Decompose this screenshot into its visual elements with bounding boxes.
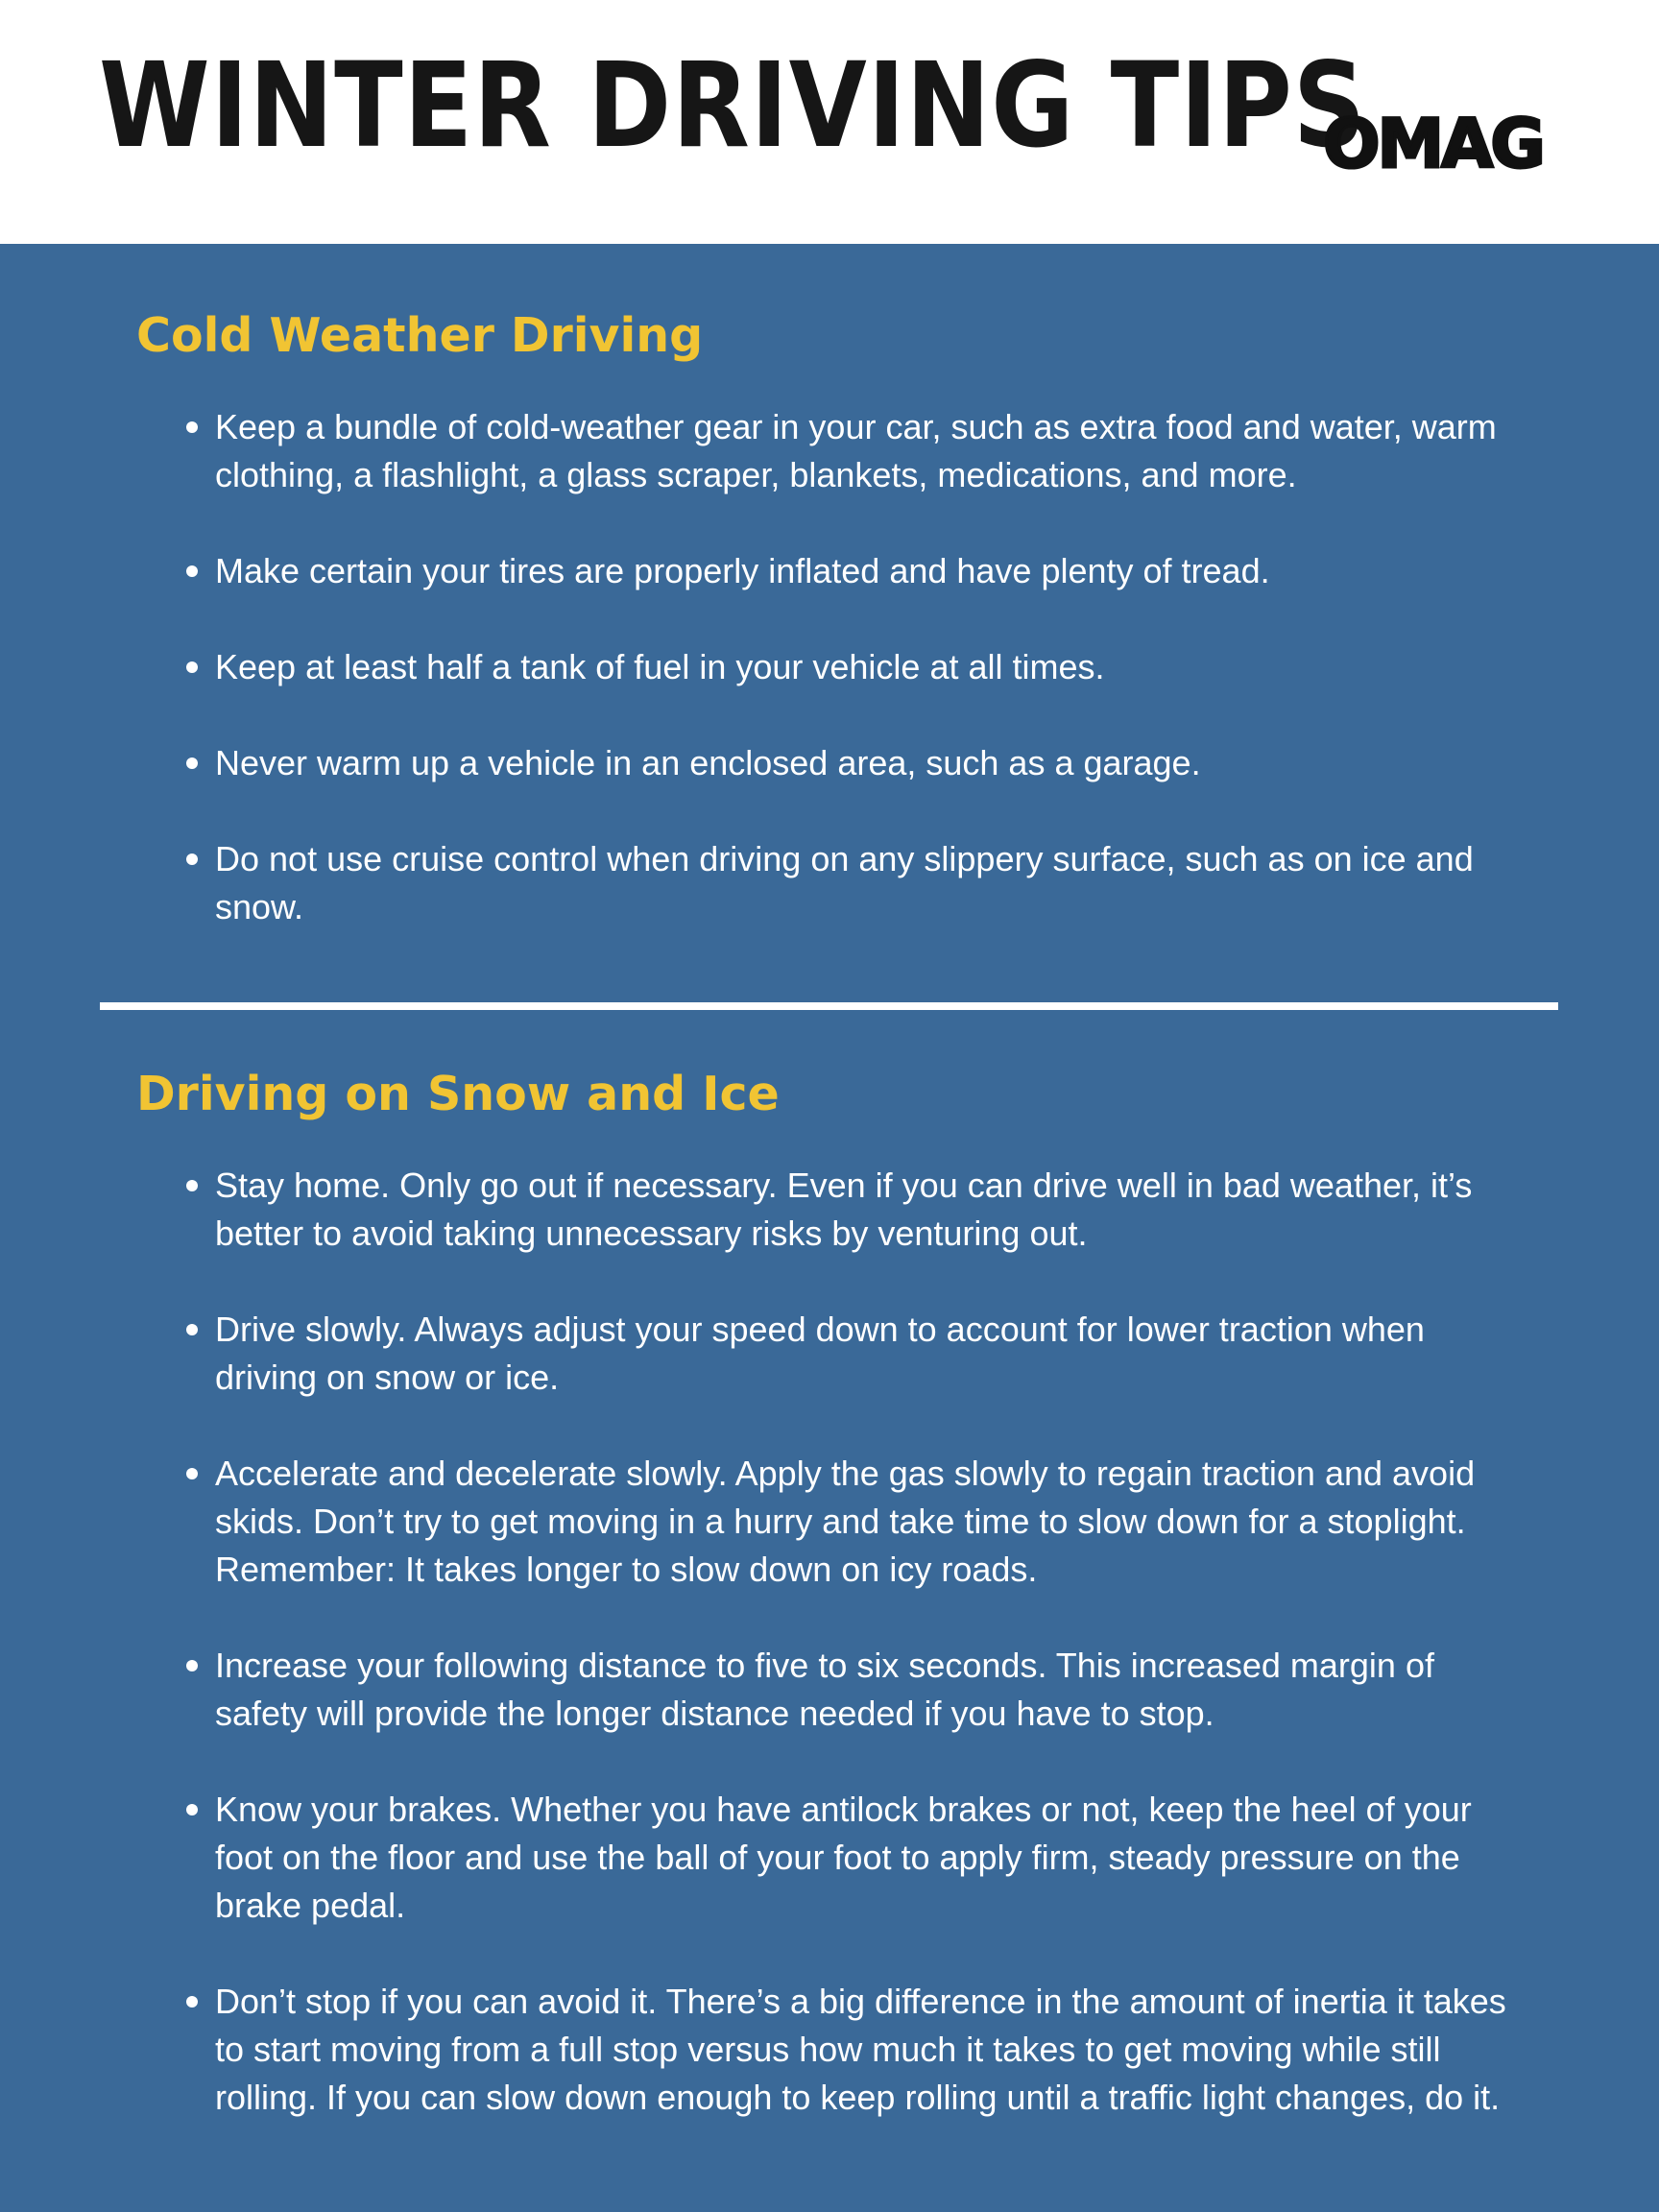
tip-item: Stay home. Only go out if necessary. Even if you can drive well in bad weather, it’s better to avoid taking unnecessary risks by venturing out. xyxy=(215,1162,1530,1258)
tip-item: Know your brakes. Whether you have antilock brakes or not, keep the heel of your foot on the floor and use the ball of your foot to apply firm, steady pressure on the brake pedal. xyxy=(215,1786,1530,1930)
tip-item: Drive slowly. Always adjust your speed down to account for lower traction when driving on snow or ice. xyxy=(215,1306,1530,1402)
tip-item: Increase your following distance to five to six seconds. This increased margin of safety will provide the longer distance needed if you have to stop. xyxy=(215,1642,1530,1738)
omag-logo: OMAG xyxy=(1323,105,1543,183)
tip-item: Never warm up a vehicle in an enclosed area, such as a garage. xyxy=(215,739,1530,787)
tip-item: Keep a bundle of cold-weather gear in your car, such as extra food and water, warm clothing, a flashlight, a glass scraper, blankets, medications, and more. xyxy=(215,403,1530,499)
tip-item: Accelerate and decelerate slowly. Apply the gas slowly to regain traction and avoid skids. Don’t try to get moving in a hurry and take time to slow down for a stoplight. Remember: It takes longer to slow down on icy roads. xyxy=(215,1450,1530,1594)
tips-content xyxy=(0,244,1659,2212)
section-divider xyxy=(100,1002,1558,1010)
cold-weather-tip-list xyxy=(215,403,1530,931)
tip-item: Don’t stop if you can avoid it. There’s a big difference in the amount of inertia it takes to start moving from a full stop versus how much it takes to get moving while still rolling. If you can slow down enough to keep rolling until a traffic light changes, do it. xyxy=(215,1978,1530,2122)
tip-item: Do not use cruise control when driving on any slippery surface, such as on ice and snow. xyxy=(215,835,1530,931)
section-title-snow-ice: Driving on Snow and Ice xyxy=(136,1067,780,1121)
page-title: WINTER DRIVING TIPS xyxy=(99,37,1367,174)
section-title-cold-weather: Cold Weather Driving xyxy=(136,308,704,363)
tip-item: Keep at least half a tank of fuel in your vehicle at all times. xyxy=(215,643,1530,691)
tip-item: Make certain your tires are properly inflated and have plenty of tread. xyxy=(215,547,1530,595)
snow-ice-tip-list xyxy=(215,1162,1530,2122)
page-header xyxy=(0,0,1659,244)
